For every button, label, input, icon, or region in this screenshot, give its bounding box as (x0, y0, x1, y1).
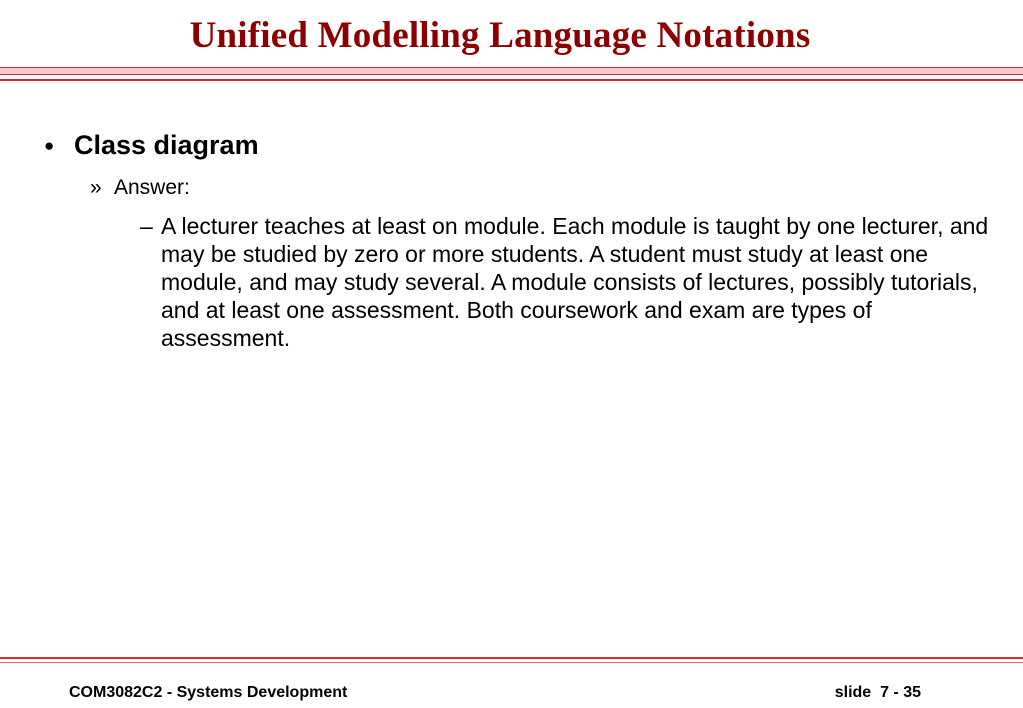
bullet-level-1 (44, 128, 259, 163)
bullet-2-label: Answer: (114, 176, 190, 199)
slide-title: Unified Modelling Language Notations (189, 15, 811, 56)
dash-icon: – (140, 213, 153, 239)
footer-course-title: COM3082C2 - Systems Development (69, 684, 348, 701)
double-chevron-icon: » (90, 176, 102, 199)
footer-divider-line-bottom (0, 662, 1023, 663)
footer-divider-line-top (0, 657, 1023, 659)
footer-slide-number: slide 7 - 35 (834, 684, 921, 701)
title-divider-bar (0, 67, 1023, 75)
bullet-level-2 (90, 174, 190, 202)
answer-text: A lecturer teaches at least on module. Each module is taught by one lecturer, and may be studied by zero or more students. A student must study at least one module, and may study several. A module consists of lectures, possibly tutorials, and at least one assessment. Both coursework and exam are types of assessment. (161, 213, 989, 351)
title-divider-line (0, 79, 1023, 81)
footer-divider (0, 657, 1023, 669)
bullet-1-label: Class diagram (74, 130, 259, 160)
bullet-level-3 (140, 212, 990, 352)
title-divider (0, 67, 1023, 85)
bullet-dot-icon: ● (44, 136, 55, 155)
